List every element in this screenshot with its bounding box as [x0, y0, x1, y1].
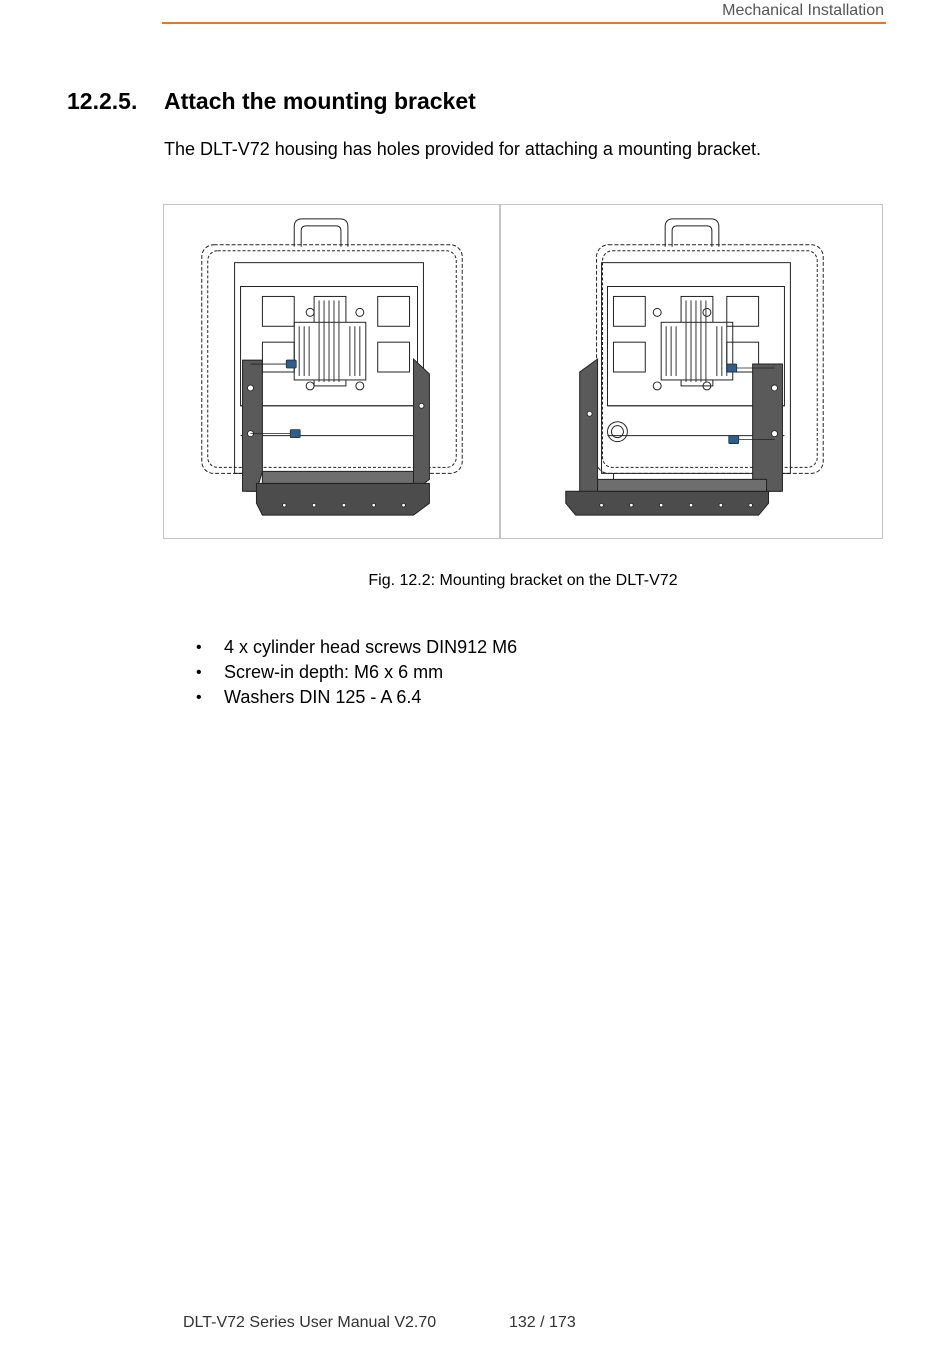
bullet-icon: • [196, 689, 202, 706]
figure-panel-right [501, 205, 882, 538]
intro-paragraph: The DLT-V72 housing has holes provided for attaching a mounting bracket. [164, 139, 762, 159]
page-number: 132 / 173 [509, 1314, 576, 1331]
running-header: Mechanical Installation [722, 2, 884, 19]
header-rule [162, 22, 886, 24]
page-footer [183, 1314, 576, 1332]
bullet-icon: • [196, 639, 202, 656]
section-heading [67, 88, 476, 115]
manual-title: DLT-V72 Series User Manual V2.70 [183, 1314, 437, 1331]
section-title: Attach the mounting bracket [164, 88, 476, 114]
figure-panel-left [164, 205, 499, 538]
bracket-drawing-right [501, 205, 882, 538]
list-item: • 4 x cylinder head screws DIN912 M6 [196, 635, 517, 660]
bullet-list [196, 635, 517, 710]
figure-caption: Fig. 12.2: Mounting bracket on the DLT-V72 [368, 572, 678, 589]
list-item: • Screw-in depth: M6 x 6 mm [196, 660, 517, 685]
bracket-drawing-left [164, 205, 499, 538]
mounting-bracket [566, 359, 783, 515]
figure-frame [163, 204, 883, 539]
section-number: 12.2.5. [67, 88, 138, 114]
list-item: • Washers DIN 125 - A 6.4 [196, 685, 517, 710]
bullet-icon: • [196, 664, 202, 681]
